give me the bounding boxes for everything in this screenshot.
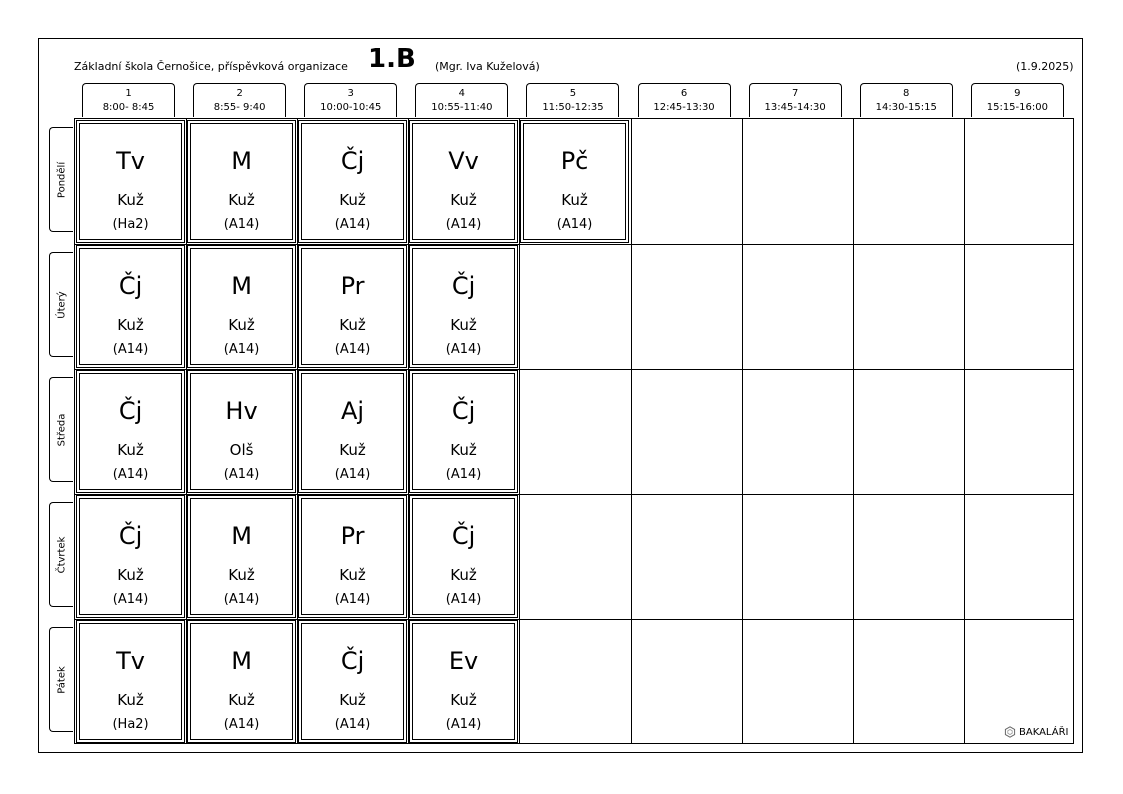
lesson-subject: Čj xyxy=(118,522,143,550)
period-time: 15:15-16:00 xyxy=(986,102,1048,113)
day-tab-1 xyxy=(49,127,73,232)
lesson-room: (A14) xyxy=(223,717,260,732)
period-number: 3 xyxy=(347,88,354,99)
lesson-subject: M xyxy=(231,147,252,175)
lesson-room: (A14) xyxy=(445,467,482,482)
lesson-teacher: Olš xyxy=(229,441,254,459)
lesson-teacher: Kuž xyxy=(339,691,366,709)
lesson-teacher: Kuž xyxy=(561,191,588,209)
period-header-4 xyxy=(415,83,508,117)
lesson-subject: Čj xyxy=(451,397,476,425)
lesson-teacher: Kuž xyxy=(117,316,144,334)
lesson-cell[interactable] xyxy=(76,495,185,618)
lesson-room: (A14) xyxy=(334,217,371,232)
lesson-teacher: Kuž xyxy=(339,316,366,334)
lesson-subject: Čj xyxy=(340,647,365,675)
lesson-teacher: Kuž xyxy=(339,441,366,459)
day-label: Pondělí xyxy=(56,161,67,198)
bakalari-label: BAKALÁŘI xyxy=(1019,726,1069,738)
grid-column-divider xyxy=(631,119,632,743)
day-label: Čtvrtek xyxy=(56,536,67,573)
lesson-cell[interactable] xyxy=(187,370,296,493)
lesson-room: (A14) xyxy=(223,592,260,607)
timetable-grid xyxy=(74,118,1074,744)
lesson-room: (A14) xyxy=(334,467,371,482)
lesson-room: (A14) xyxy=(556,217,593,232)
period-number: 1 xyxy=(125,88,132,99)
period-number: 4 xyxy=(458,88,466,99)
lesson-cell[interactable] xyxy=(76,620,185,743)
lesson-subject: M xyxy=(231,272,252,300)
timetable-date: (1.9.2025) xyxy=(1016,60,1074,73)
period-time: 10:55-11:40 xyxy=(431,102,493,113)
lesson-cell[interactable] xyxy=(409,370,518,493)
lesson-subject: Čj xyxy=(451,522,476,550)
period-header-7 xyxy=(749,83,842,117)
class-name: 1.B xyxy=(368,44,416,74)
lesson-subject: Pr xyxy=(340,522,365,550)
day-tab-3 xyxy=(49,377,73,482)
lesson-cell[interactable] xyxy=(298,370,407,493)
lesson-teacher: Kuž xyxy=(117,691,144,709)
lesson-cell[interactable] xyxy=(187,495,296,618)
period-time: 12:45-13:30 xyxy=(653,102,715,113)
period-number: 8 xyxy=(903,88,910,99)
lesson-subject: Tv xyxy=(116,147,145,175)
lesson-subject: M xyxy=(231,522,252,550)
lesson-subject: Pč xyxy=(560,147,589,175)
day-tab-5 xyxy=(49,627,73,732)
lesson-cell[interactable] xyxy=(298,245,407,368)
lesson-cell[interactable] xyxy=(76,120,185,243)
period-number: 5 xyxy=(569,88,577,99)
lesson-teacher: Kuž xyxy=(228,316,255,334)
lesson-teacher: Kuž xyxy=(450,316,477,334)
period-number: 6 xyxy=(680,88,688,99)
day-label: Pátek xyxy=(56,665,67,694)
period-time: 10:00-10:45 xyxy=(320,102,382,113)
lesson-room: (A14) xyxy=(223,217,260,232)
lesson-cell[interactable] xyxy=(76,245,185,368)
lesson-teacher: Kuž xyxy=(117,566,144,584)
lesson-cell[interactable] xyxy=(187,620,296,743)
lesson-subject: Vv xyxy=(448,147,479,175)
lesson-cell[interactable] xyxy=(409,495,518,618)
period-number: 2 xyxy=(236,88,243,99)
lesson-room: (A14) xyxy=(445,717,482,732)
grid-column-divider xyxy=(964,119,965,743)
lesson-room: (A14) xyxy=(445,592,482,607)
lesson-room: (A14) xyxy=(334,342,371,357)
lesson-subject: Hv xyxy=(225,397,258,425)
lesson-room: (A14) xyxy=(334,592,371,607)
lesson-teacher: Kuž xyxy=(450,691,477,709)
period-time: 14:30-15:15 xyxy=(875,102,937,113)
lesson-subject: Čj xyxy=(118,397,143,425)
lesson-cell[interactable] xyxy=(409,620,518,743)
lesson-room: (Ha2) xyxy=(112,717,149,732)
class-teacher: (Mgr. Iva Kuželová) xyxy=(435,60,540,73)
period-number: 7 xyxy=(791,88,799,99)
lesson-room: (A14) xyxy=(445,217,482,232)
lesson-room: (A14) xyxy=(223,342,260,357)
day-tab-4 xyxy=(49,502,73,607)
lesson-teacher: Kuž xyxy=(339,191,366,209)
lesson-room: (Ha2) xyxy=(112,217,149,232)
lesson-subject: Čj xyxy=(451,272,476,300)
period-time: 13:45-14:30 xyxy=(764,102,826,113)
lesson-room: (A14) xyxy=(223,467,260,482)
bakalari-branding xyxy=(1004,726,1068,738)
period-header-6 xyxy=(638,83,731,117)
lesson-subject: Tv xyxy=(116,647,145,675)
lesson-cell[interactable] xyxy=(187,245,296,368)
school-name: Základní škola Černošice, příspěvková organizace xyxy=(74,60,348,73)
day-label: Středa xyxy=(56,413,67,446)
lesson-cell[interactable] xyxy=(298,620,407,743)
lesson-subject: Aj xyxy=(341,397,365,425)
lesson-teacher: Kuž xyxy=(339,566,366,584)
lesson-subject: Čj xyxy=(340,147,365,175)
lesson-cell[interactable] xyxy=(298,495,407,618)
period-header-3 xyxy=(304,83,397,117)
lesson-teacher: Kuž xyxy=(228,691,255,709)
lesson-teacher: Kuž xyxy=(117,191,144,209)
lesson-subject: Čj xyxy=(118,272,143,300)
lesson-room: (A14) xyxy=(112,467,149,482)
period-time: 11:50-12:35 xyxy=(542,102,604,113)
lesson-subject: Ev xyxy=(448,647,479,675)
lesson-room: (A14) xyxy=(445,342,482,357)
period-header-1 xyxy=(82,83,175,117)
grid-column-divider xyxy=(742,119,743,743)
period-number: 9 xyxy=(1014,88,1021,99)
lesson-subject: Pr xyxy=(340,272,365,300)
period-time: 8:00- 8:45 xyxy=(102,102,155,113)
lesson-teacher: Kuž xyxy=(228,191,255,209)
hexagon-logo-icon xyxy=(1004,726,1016,738)
lesson-cell[interactable] xyxy=(76,370,185,493)
day-tab-2 xyxy=(49,252,73,357)
period-header-8 xyxy=(860,83,953,117)
day-label: Úterý xyxy=(56,290,67,319)
lesson-cell[interactable] xyxy=(298,120,407,243)
lesson-cell[interactable] xyxy=(409,120,518,243)
lesson-teacher: Kuž xyxy=(117,441,144,459)
lesson-cell[interactable] xyxy=(409,245,518,368)
lesson-room: (A14) xyxy=(112,342,149,357)
lesson-teacher: Kuž xyxy=(450,441,477,459)
lesson-room: (A14) xyxy=(334,717,371,732)
grid-column-divider xyxy=(853,119,854,743)
lesson-teacher: Kuž xyxy=(228,566,255,584)
period-header-5 xyxy=(526,83,619,117)
lesson-cell[interactable] xyxy=(520,120,629,243)
period-header-2 xyxy=(193,83,286,117)
lesson-room: (A14) xyxy=(112,592,149,607)
lesson-teacher: Kuž xyxy=(450,566,477,584)
lesson-subject: M xyxy=(231,647,252,675)
period-header-9 xyxy=(971,83,1064,117)
period-time: 8:55- 9:40 xyxy=(213,102,266,113)
lesson-teacher: Kuž xyxy=(450,191,477,209)
lesson-cell[interactable] xyxy=(187,120,296,243)
